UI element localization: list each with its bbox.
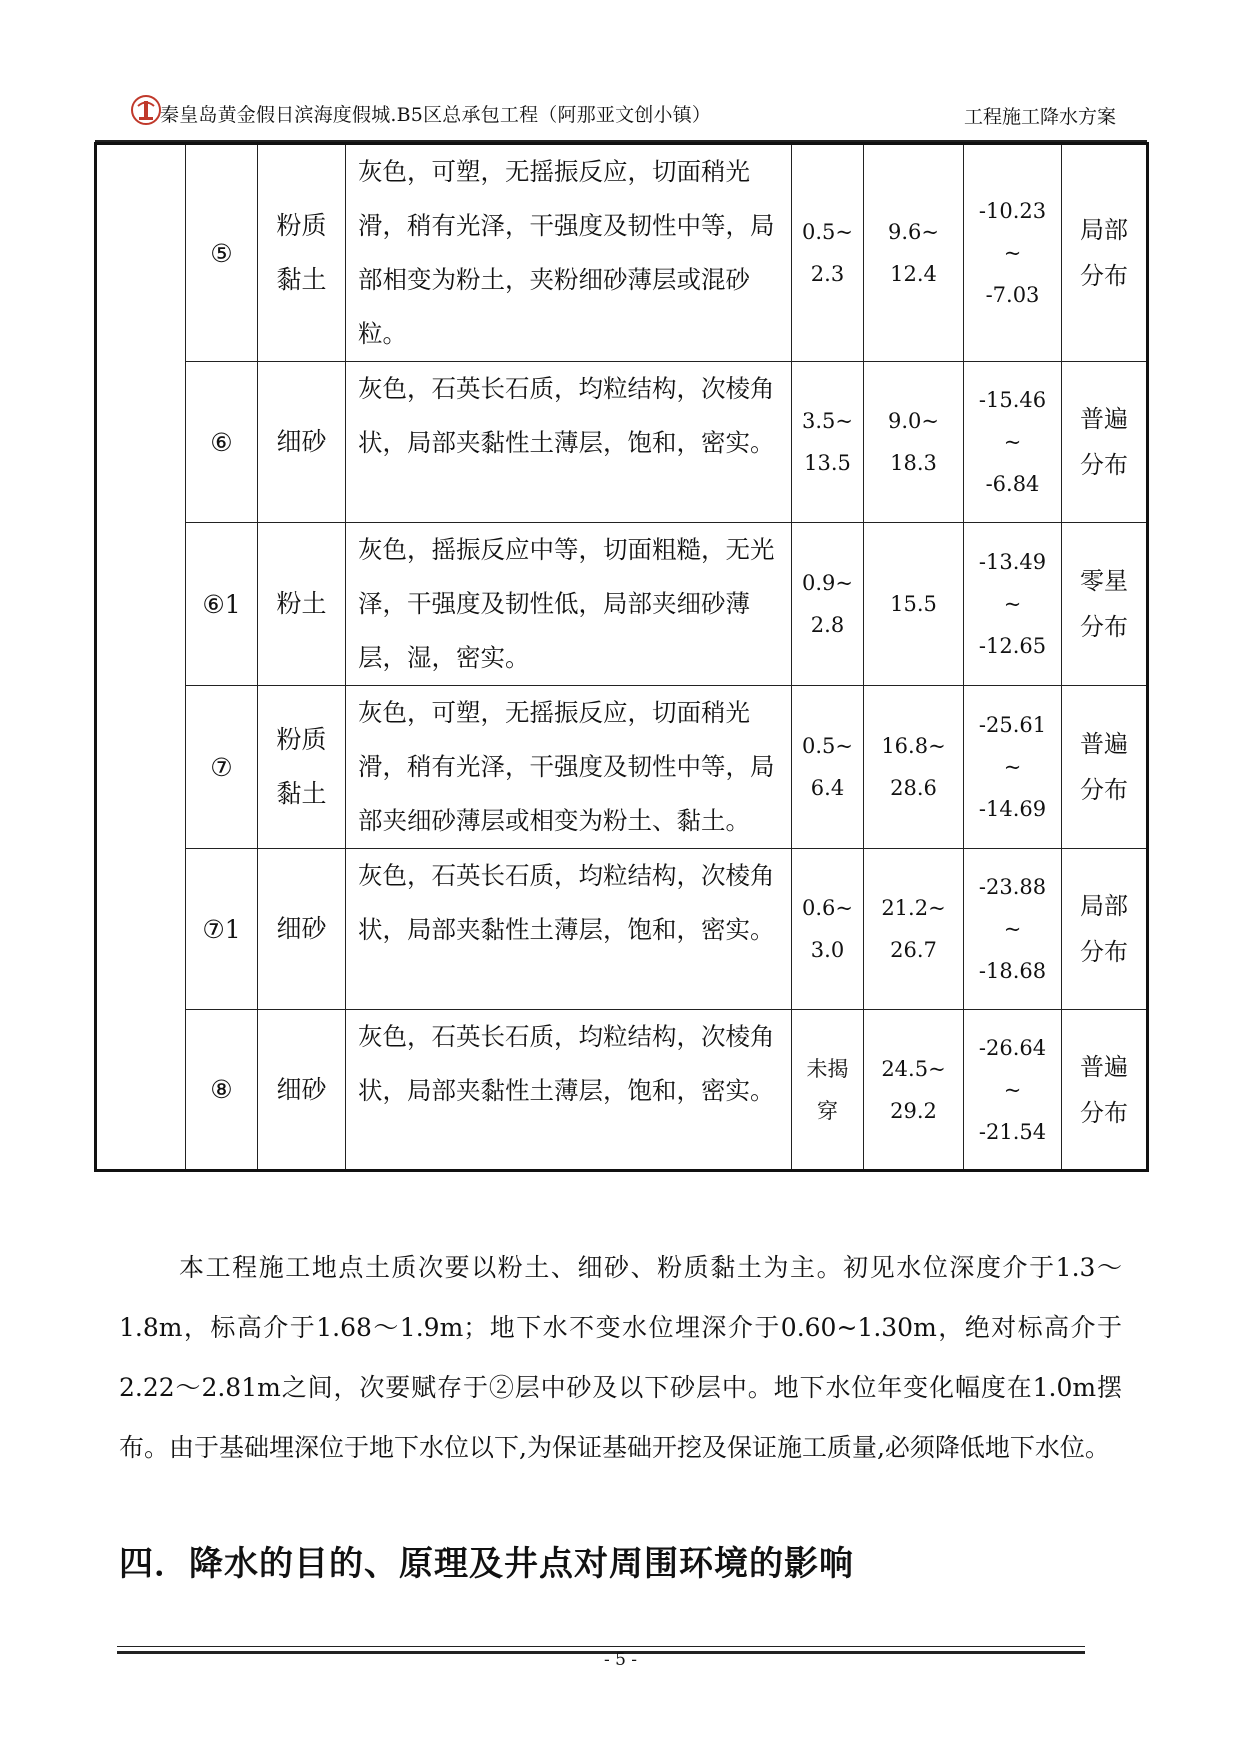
header-title: 秦皇岛黄金假日滨海度假城.B5区总承包工程（阿那亚文创小镇） [160,104,712,126]
blank-cell [96,362,186,523]
layer-depth: 24.5~ 29.2 [864,1010,964,1171]
layer-number: ⑥ [186,362,258,523]
elevation-sep: ~ [1003,1077,1022,1102]
body-paragraph: 本工程施工地点土质次要以粉土、细砂、粉质黏土为主。初见水位深度介于1.3～1.8m，标高介于1.68～1.9m；地下水不变水位埋深介于0.60~1.30m，绝对标高介于2.22～2.81m之间，次要赋存于②层中砂及以下砂层中。地下水位年变化幅度在1.0m摆布。由于基础埋深位于地下水位以下,为保证基础开挖及保证施工质量,必须降低地下水位。 [119,1253,1122,1462]
soil-name: 粉土 [258,523,346,686]
layer-elevation [964,849,1062,1010]
soil-description: 灰色，可塑，无摇振反应，切面稍光滑，稍有光泽，干强度及韧性中等，局部相变为粉土，夹粉细砂薄层或混砂粒。 [346,144,792,362]
layer-thickness: 未揭 穿 [792,1010,864,1171]
soil-layer-table [94,142,1149,1172]
soil-name: 细砂 [258,1010,346,1171]
layer-number: ⑤ [186,144,258,362]
soil-name: 粉质 黏土 [258,144,346,362]
company-logo-icon [130,94,162,126]
layer-elevation [964,362,1062,523]
table-row [96,144,1148,362]
soil-description: 灰色，石英长石质，均粒结构，次棱角状，局部夹黏性土薄层，饱和，密实。 [346,362,792,523]
layer-thickness: 0.5~ 6.4 [792,686,864,849]
layer-elevation [964,1010,1062,1171]
layer-depth: 9.0~ 18.3 [864,362,964,523]
blank-cell [96,686,186,849]
elevation-sep: ~ [1003,430,1022,454]
section-heading: 四．降水的目的、原理及井点对周围环境的影响 [119,1544,854,1584]
layer-thickness: 0.9~ 2.8 [792,523,864,686]
table-row [96,362,1148,523]
elevation-bottom: -14.69 [978,797,1047,821]
layer-thickness: 0.6~ 3.0 [792,849,864,1010]
layer-distribution: 零星 分布 [1062,523,1148,686]
layer-thickness: 3.5~ 13.5 [792,362,864,523]
elevation-sep: ~ [1003,592,1022,616]
table-row [96,686,1148,849]
layer-thickness: 0.5~ 2.3 [792,144,864,362]
elevation-top: -25.61 [978,713,1047,737]
page-number: - 5 - [603,1650,638,1670]
footer-divider-thin [117,1646,1085,1647]
table-row [96,1010,1148,1171]
layer-distribution: 普遍 分布 [1062,362,1148,523]
blank-cell [96,1010,186,1171]
soil-description: 灰色，石英长石质，均粒结构，次棱角状，局部夹黏性土薄层，饱和，密实。 [346,849,792,1010]
elevation-bottom: -7.03 [985,283,1040,307]
soil-description: 灰色，摇振反应中等，切面粗糙，无光泽，干强度及韧性低，局部夹细砂薄层，湿，密实。 [346,523,792,686]
elevation-sep: ~ [1003,917,1022,941]
soil-name: 粉质 黏土 [258,686,346,849]
elevation-top: -10.23 [978,199,1047,223]
layer-depth: 21.2~ 26.7 [864,849,964,1010]
elevation-top: -13.49 [978,550,1047,574]
page-header [130,92,1120,136]
elevation-top: -23.88 [978,875,1047,899]
layer-distribution: 普遍 分布 [1062,1010,1148,1171]
layer-distribution: 局部 分布 [1062,144,1148,362]
layer-number: ⑦1 [186,849,258,1010]
elevation-sep: ~ [1003,241,1022,265]
elevation-bottom: -18.68 [978,959,1047,983]
elevation-top: -15.46 [978,388,1047,412]
layer-number: ⑥1 [186,523,258,686]
layer-depth: 16.8~ 28.6 [864,686,964,849]
blank-cell [96,144,186,362]
elevation-sep: ~ [1003,755,1022,779]
layer-distribution: 普遍 分布 [1062,686,1148,849]
elevation-top: -26.64 [978,1035,1047,1060]
layer-distribution: 局部 分布 [1062,849,1148,1010]
layer-number: ⑦ [186,686,258,849]
layer-depth: 9.6~ 12.4 [864,144,964,362]
table-row [96,849,1148,1010]
soil-description: 灰色，石英长石质，均粒结构，次棱角状，局部夹黏性土薄层，饱和，密实。 [346,1010,792,1171]
elevation-bottom: -6.84 [985,472,1040,496]
blank-cell [96,523,186,686]
header-document-title: 工程施工降水方案 [963,106,1116,128]
elevation-bottom: -21.54 [978,1119,1047,1144]
table-row [96,523,1148,686]
blank-cell [96,849,186,1010]
layer-elevation [964,523,1062,686]
layer-elevation [964,686,1062,849]
layer-number: ⑧ [186,1010,258,1171]
soil-description: 灰色，可塑，无摇振反应，切面稍光滑，稍有光泽，干强度及韧性中等，局部夹细砂薄层或相变为粉土、黏土。 [346,686,792,849]
soil-name: 细砂 [258,849,346,1010]
layer-depth: 15.5 [864,523,964,686]
elevation-bottom: -12.65 [978,634,1047,658]
layer-elevation [964,144,1062,362]
soil-name: 细砂 [258,362,346,523]
